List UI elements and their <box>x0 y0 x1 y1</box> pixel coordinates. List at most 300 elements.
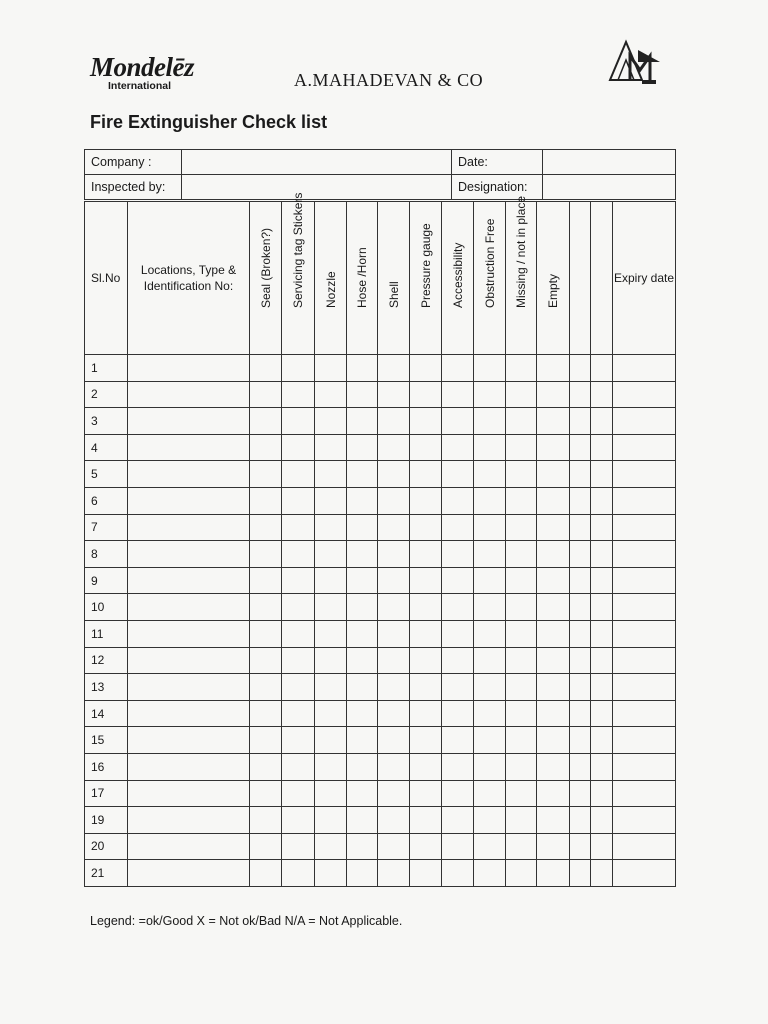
check-cell[interactable] <box>250 461 282 488</box>
check-cell[interactable] <box>474 461 506 488</box>
check-cell[interactable] <box>282 461 315 488</box>
check-cell[interactable] <box>250 434 282 461</box>
check-cell[interactable] <box>442 381 474 408</box>
check-cell[interactable] <box>570 408 591 435</box>
check-cell[interactable] <box>250 514 282 541</box>
check-cell[interactable] <box>410 807 442 834</box>
row-number: 2 <box>85 381 128 408</box>
check-cell[interactable] <box>347 461 378 488</box>
check-cell[interactable] <box>378 860 410 887</box>
check-cell[interactable] <box>537 567 570 594</box>
check-cell[interactable] <box>506 381 537 408</box>
check-cell[interactable] <box>315 753 347 780</box>
check-cell[interactable] <box>347 567 378 594</box>
check-cell[interactable] <box>410 541 442 568</box>
check-cell[interactable] <box>570 514 591 541</box>
location-cell[interactable] <box>128 700 250 727</box>
check-cell[interactable] <box>410 408 442 435</box>
row-number: 3 <box>85 408 128 435</box>
check-cell[interactable] <box>378 807 410 834</box>
check-cell[interactable] <box>474 727 506 754</box>
check-cell[interactable] <box>315 780 347 807</box>
check-cell[interactable] <box>410 780 442 807</box>
check-cell[interactable] <box>347 381 378 408</box>
check-cell[interactable] <box>570 434 591 461</box>
check-cell[interactable] <box>250 833 282 860</box>
check-cell[interactable] <box>474 647 506 674</box>
column-header <box>537 202 570 355</box>
location-cell[interactable] <box>128 833 250 860</box>
expiry-cell[interactable] <box>613 594 676 621</box>
location-cell[interactable] <box>128 408 250 435</box>
check-cell[interactable] <box>250 567 282 594</box>
check-cell[interactable] <box>537 461 570 488</box>
location-cell[interactable] <box>128 434 250 461</box>
location-cell[interactable] <box>128 860 250 887</box>
check-cell[interactable] <box>282 514 315 541</box>
check-cell[interactable] <box>315 620 347 647</box>
location-cell[interactable] <box>128 753 250 780</box>
date-field[interactable] <box>543 150 676 175</box>
check-cell[interactable] <box>410 381 442 408</box>
check-cell[interactable] <box>315 461 347 488</box>
check-cell[interactable] <box>315 408 347 435</box>
check-cell[interactable] <box>282 674 315 701</box>
check-cell[interactable] <box>591 541 613 568</box>
check-cell[interactable] <box>282 807 315 834</box>
check-cell[interactable] <box>442 408 474 435</box>
check-cell[interactable] <box>537 727 570 754</box>
check-cell[interactable] <box>506 647 537 674</box>
check-cell[interactable] <box>250 674 282 701</box>
check-cell[interactable] <box>474 807 506 834</box>
check-cell[interactable] <box>570 727 591 754</box>
expiry-cell[interactable] <box>613 647 676 674</box>
check-cell[interactable] <box>282 355 315 382</box>
check-cell[interactable] <box>591 727 613 754</box>
check-cell[interactable] <box>442 780 474 807</box>
check-cell[interactable] <box>410 753 442 780</box>
check-cell[interactable] <box>250 381 282 408</box>
check-cell[interactable] <box>282 541 315 568</box>
check-cell[interactable] <box>282 620 315 647</box>
location-cell[interactable] <box>128 567 250 594</box>
check-cell[interactable] <box>474 487 506 514</box>
check-cell[interactable] <box>410 674 442 701</box>
check-cell[interactable] <box>250 647 282 674</box>
check-cell[interactable] <box>282 753 315 780</box>
location-cell[interactable] <box>128 647 250 674</box>
check-cell[interactable] <box>250 700 282 727</box>
check-cell[interactable] <box>410 700 442 727</box>
check-cell[interactable] <box>591 753 613 780</box>
check-cell[interactable] <box>410 567 442 594</box>
check-cell[interactable] <box>537 355 570 382</box>
location-cell[interactable] <box>128 381 250 408</box>
check-cell[interactable] <box>315 541 347 568</box>
check-cell[interactable] <box>410 727 442 754</box>
check-cell[interactable] <box>315 567 347 594</box>
check-cell[interactable] <box>537 807 570 834</box>
check-cell[interactable] <box>282 833 315 860</box>
check-cell[interactable] <box>537 674 570 701</box>
check-cell[interactable] <box>250 753 282 780</box>
expiry-cell[interactable] <box>613 700 676 727</box>
check-cell[interactable] <box>591 674 613 701</box>
checklist-table <box>84 192 676 887</box>
check-cell[interactable] <box>591 434 613 461</box>
check-cell[interactable] <box>474 753 506 780</box>
check-cell[interactable] <box>474 700 506 727</box>
check-cell[interactable] <box>570 594 591 621</box>
check-cell[interactable] <box>315 700 347 727</box>
check-cell[interactable] <box>315 674 347 701</box>
check-cell[interactable] <box>347 727 378 754</box>
check-cell[interactable] <box>442 541 474 568</box>
check-cell[interactable] <box>570 807 591 834</box>
check-cell[interactable] <box>442 620 474 647</box>
check-cell[interactable] <box>591 355 613 382</box>
check-cell[interactable] <box>442 753 474 780</box>
location-cell[interactable] <box>128 461 250 488</box>
check-cell[interactable] <box>591 620 613 647</box>
location-cell[interactable] <box>128 355 250 382</box>
check-cell[interactable] <box>378 514 410 541</box>
check-cell[interactable] <box>442 514 474 541</box>
check-cell[interactable] <box>570 860 591 887</box>
check-cell[interactable] <box>506 807 537 834</box>
location-cell[interactable] <box>128 780 250 807</box>
check-cell[interactable] <box>347 541 378 568</box>
expiry-cell[interactable] <box>613 434 676 461</box>
check-cell[interactable] <box>591 567 613 594</box>
check-cell[interactable] <box>474 434 506 461</box>
row-number: 13 <box>85 674 128 701</box>
check-cell[interactable] <box>442 461 474 488</box>
row-number: 19 <box>85 807 128 834</box>
check-cell[interactable] <box>506 487 537 514</box>
expiry-cell[interactable] <box>613 807 676 834</box>
check-cell[interactable] <box>347 594 378 621</box>
check-cell[interactable] <box>315 647 347 674</box>
location-cell[interactable] <box>128 594 250 621</box>
check-cell[interactable] <box>282 408 315 435</box>
expiry-cell[interactable] <box>613 727 676 754</box>
check-cell[interactable] <box>410 514 442 541</box>
check-cell[interactable] <box>250 780 282 807</box>
check-cell[interactable] <box>591 807 613 834</box>
check-cell[interactable] <box>378 541 410 568</box>
check-cell[interactable] <box>347 700 378 727</box>
check-cell[interactable] <box>347 620 378 647</box>
column-header-text: Hose /Horn <box>355 247 369 308</box>
check-cell[interactable] <box>378 355 410 382</box>
check-cell[interactable] <box>315 434 347 461</box>
check-cell[interactable] <box>537 541 570 568</box>
check-cell[interactable] <box>282 780 315 807</box>
location-cell[interactable] <box>128 514 250 541</box>
check-cell[interactable] <box>570 753 591 780</box>
check-cell[interactable] <box>378 780 410 807</box>
check-cell[interactable] <box>378 408 410 435</box>
check-cell[interactable] <box>570 355 591 382</box>
check-cell[interactable] <box>347 487 378 514</box>
inspected-label: Inspected by: <box>85 175 182 200</box>
check-cell[interactable] <box>537 753 570 780</box>
check-cell[interactable] <box>591 594 613 621</box>
check-cell[interactable] <box>442 434 474 461</box>
expiry-cell[interactable] <box>613 567 676 594</box>
check-cell[interactable] <box>474 620 506 647</box>
check-cell[interactable] <box>250 355 282 382</box>
check-cell[interactable] <box>282 594 315 621</box>
check-cell[interactable] <box>537 860 570 887</box>
check-cell[interactable] <box>282 434 315 461</box>
expiry-cell[interactable] <box>613 408 676 435</box>
check-cell[interactable] <box>570 381 591 408</box>
check-cell[interactable] <box>506 620 537 647</box>
row-number: 8 <box>85 541 128 568</box>
check-cell[interactable] <box>506 514 537 541</box>
check-cell[interactable] <box>506 541 537 568</box>
designation-field[interactable] <box>543 175 676 200</box>
location-cell[interactable] <box>128 727 250 754</box>
check-cell[interactable] <box>315 727 347 754</box>
check-cell[interactable] <box>537 780 570 807</box>
check-cell[interactable] <box>250 408 282 435</box>
check-cell[interactable] <box>442 727 474 754</box>
row-number: 14 <box>85 700 128 727</box>
check-cell[interactable] <box>347 674 378 701</box>
check-cell[interactable] <box>282 567 315 594</box>
check-cell[interactable] <box>474 860 506 887</box>
check-cell[interactable] <box>315 807 347 834</box>
check-cell[interactable] <box>474 408 506 435</box>
check-cell[interactable] <box>410 594 442 621</box>
check-cell[interactable] <box>282 647 315 674</box>
check-cell[interactable] <box>378 434 410 461</box>
check-cell[interactable] <box>442 700 474 727</box>
check-cell[interactable] <box>347 514 378 541</box>
check-cell[interactable] <box>347 647 378 674</box>
check-cell[interactable] <box>282 487 315 514</box>
check-cell[interactable] <box>442 594 474 621</box>
check-cell[interactable] <box>410 833 442 860</box>
check-cell[interactable] <box>378 567 410 594</box>
check-cell[interactable] <box>378 647 410 674</box>
check-cell[interactable] <box>315 833 347 860</box>
check-cell[interactable] <box>474 594 506 621</box>
expiry-cell[interactable] <box>613 487 676 514</box>
check-cell[interactable] <box>250 620 282 647</box>
check-cell[interactable] <box>347 355 378 382</box>
check-cell[interactable] <box>250 807 282 834</box>
check-cell[interactable] <box>378 594 410 621</box>
check-cell[interactable] <box>442 355 474 382</box>
location-cell[interactable] <box>128 487 250 514</box>
check-cell[interactable] <box>506 355 537 382</box>
check-cell[interactable] <box>506 434 537 461</box>
check-cell[interactable] <box>537 434 570 461</box>
check-cell[interactable] <box>537 647 570 674</box>
company-field[interactable] <box>182 150 452 175</box>
check-cell[interactable] <box>570 620 591 647</box>
check-cell[interactable] <box>570 461 591 488</box>
table-row <box>85 567 676 594</box>
check-cell[interactable] <box>442 567 474 594</box>
check-cell[interactable] <box>378 381 410 408</box>
check-cell[interactable] <box>506 753 537 780</box>
check-cell[interactable] <box>378 833 410 860</box>
check-cell[interactable] <box>315 381 347 408</box>
location-cell[interactable] <box>128 620 250 647</box>
column-header <box>474 202 506 355</box>
column-header-text: Servicing tag Stickers <box>291 192 305 308</box>
check-cell[interactable] <box>591 860 613 887</box>
check-cell[interactable] <box>537 833 570 860</box>
check-cell[interactable] <box>474 674 506 701</box>
check-cell[interactable] <box>282 860 315 887</box>
check-cell[interactable] <box>410 647 442 674</box>
check-cell[interactable] <box>474 514 506 541</box>
check-cell[interactable] <box>347 753 378 780</box>
check-cell[interactable] <box>570 487 591 514</box>
check-cell[interactable] <box>506 408 537 435</box>
check-cell[interactable] <box>506 594 537 621</box>
check-cell[interactable] <box>570 541 591 568</box>
check-cell[interactable] <box>591 487 613 514</box>
check-cell[interactable] <box>250 860 282 887</box>
inspected-field[interactable] <box>182 175 452 200</box>
check-cell[interactable] <box>250 727 282 754</box>
check-cell[interactable] <box>347 807 378 834</box>
check-cell[interactable] <box>378 700 410 727</box>
check-cell[interactable] <box>378 620 410 647</box>
check-cell[interactable] <box>506 860 537 887</box>
expiry-cell[interactable] <box>613 753 676 780</box>
expiry-cell[interactable] <box>613 514 676 541</box>
check-cell[interactable] <box>378 461 410 488</box>
check-cell[interactable] <box>591 833 613 860</box>
check-cell[interactable] <box>347 408 378 435</box>
check-cell[interactable] <box>442 807 474 834</box>
check-cell[interactable] <box>347 833 378 860</box>
check-cell[interactable] <box>591 780 613 807</box>
check-cell[interactable] <box>537 514 570 541</box>
check-cell[interactable] <box>537 381 570 408</box>
check-cell[interactable] <box>315 594 347 621</box>
check-cell[interactable] <box>410 461 442 488</box>
check-cell[interactable] <box>282 727 315 754</box>
check-cell[interactable] <box>378 727 410 754</box>
check-cell[interactable] <box>250 541 282 568</box>
check-cell[interactable] <box>506 727 537 754</box>
check-cell[interactable] <box>570 700 591 727</box>
expiry-cell[interactable] <box>613 860 676 887</box>
check-cell[interactable] <box>410 487 442 514</box>
check-cell[interactable] <box>591 647 613 674</box>
check-cell[interactable] <box>537 487 570 514</box>
check-cell[interactable] <box>378 753 410 780</box>
check-cell[interactable] <box>591 408 613 435</box>
location-cell[interactable] <box>128 541 250 568</box>
check-cell[interactable] <box>474 541 506 568</box>
column-header-text: Obstruction Free <box>482 218 497 308</box>
check-cell[interactable] <box>506 833 537 860</box>
check-cell[interactable] <box>442 860 474 887</box>
check-cell[interactable] <box>537 408 570 435</box>
check-cell[interactable] <box>315 355 347 382</box>
check-cell[interactable] <box>537 620 570 647</box>
expiry-cell[interactable] <box>613 674 676 701</box>
check-cell[interactable] <box>282 700 315 727</box>
check-cell[interactable] <box>506 780 537 807</box>
check-cell[interactable] <box>474 780 506 807</box>
check-cell[interactable] <box>570 647 591 674</box>
check-cell[interactable] <box>537 700 570 727</box>
check-cell[interactable] <box>378 674 410 701</box>
check-cell[interactable] <box>410 434 442 461</box>
check-cell[interactable] <box>315 514 347 541</box>
check-cell[interactable] <box>315 487 347 514</box>
check-cell[interactable] <box>474 355 506 382</box>
check-cell[interactable] <box>378 487 410 514</box>
check-cell[interactable] <box>282 381 315 408</box>
check-cell[interactable] <box>570 674 591 701</box>
check-cell[interactable] <box>506 567 537 594</box>
check-cell[interactable] <box>537 594 570 621</box>
expiry-cell[interactable] <box>613 780 676 807</box>
check-cell[interactable] <box>570 780 591 807</box>
check-cell[interactable] <box>570 567 591 594</box>
check-cell[interactable] <box>506 674 537 701</box>
row-number: 12 <box>85 647 128 674</box>
expiry-cell[interactable] <box>613 355 676 382</box>
check-cell[interactable] <box>591 461 613 488</box>
check-cell[interactable] <box>315 860 347 887</box>
check-cell[interactable] <box>570 833 591 860</box>
row-number: 15 <box>85 727 128 754</box>
location-cell[interactable] <box>128 807 250 834</box>
check-cell[interactable] <box>347 434 378 461</box>
check-cell[interactable] <box>506 700 537 727</box>
check-cell[interactable] <box>442 487 474 514</box>
expiry-cell[interactable] <box>613 381 676 408</box>
check-cell[interactable] <box>474 381 506 408</box>
check-cell[interactable] <box>591 700 613 727</box>
check-cell[interactable] <box>591 514 613 541</box>
check-cell[interactable] <box>442 833 474 860</box>
check-cell[interactable] <box>347 860 378 887</box>
check-cell[interactable] <box>442 674 474 701</box>
check-cell[interactable] <box>506 461 537 488</box>
check-cell[interactable] <box>250 487 282 514</box>
check-cell[interactable] <box>410 620 442 647</box>
check-cell[interactable] <box>410 860 442 887</box>
check-cell[interactable] <box>347 780 378 807</box>
check-cell[interactable] <box>410 355 442 382</box>
check-cell[interactable] <box>474 567 506 594</box>
check-cell[interactable] <box>442 647 474 674</box>
expiry-cell[interactable] <box>613 541 676 568</box>
expiry-cell[interactable] <box>613 620 676 647</box>
expiry-cell[interactable] <box>613 461 676 488</box>
location-cell[interactable] <box>128 674 250 701</box>
check-cell[interactable] <box>474 833 506 860</box>
check-cell[interactable] <box>250 594 282 621</box>
expiry-cell[interactable] <box>613 833 676 860</box>
check-cell[interactable] <box>591 381 613 408</box>
